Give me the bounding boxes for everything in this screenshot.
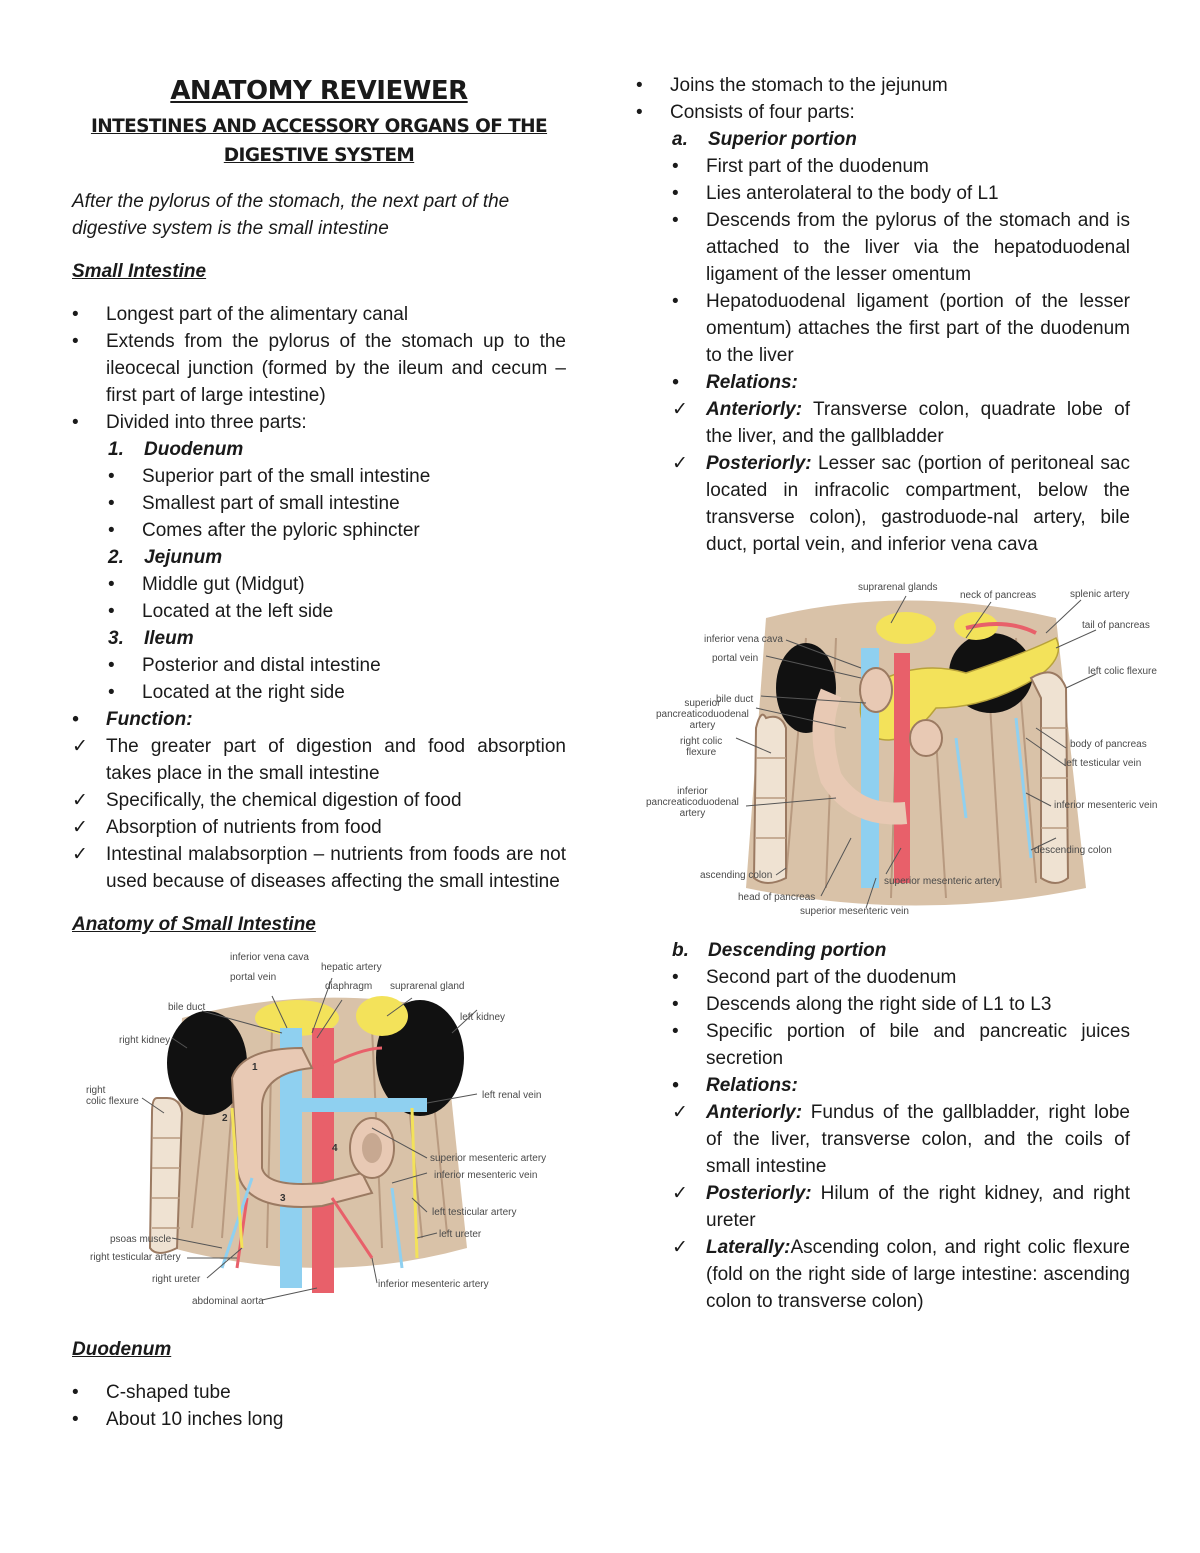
- jejunum-sublist: [72, 571, 566, 625]
- list-item: • Specific portion of bile and pancreatic juices secretion: [672, 1018, 1130, 1072]
- relation-posteriorly: [672, 1180, 1130, 1234]
- relation-anteriorly: [672, 1099, 1130, 1180]
- colon-segment: [150, 1098, 182, 1253]
- label-right-colic-flexure: right colic flexure: [680, 736, 723, 758]
- list-item: • Consists of four parts:: [636, 99, 1130, 126]
- duodenum-list-continued: [636, 72, 1130, 126]
- anatomy-figure-1: [72, 948, 566, 1318]
- label-hepatic-artery: hepatic artery: [321, 962, 382, 973]
- check-item: [72, 841, 566, 895]
- label-part-3: 3: [280, 1193, 286, 1204]
- list-item: • Divided into three parts:: [72, 409, 566, 436]
- label-ima: inferior mesenteric artery: [378, 1279, 489, 1290]
- superior-portion-list: [672, 153, 1130, 396]
- function-label: • Function:: [72, 706, 566, 733]
- label-ascending-colon: ascending colon: [700, 870, 773, 881]
- subtitle-line-2: DIGESTIVE SYSTEM: [223, 145, 415, 166]
- check-icon: ✓: [72, 736, 88, 757]
- list-item: • Hepatoduodenal ligament (portion of the lesser omentum) attaches the first part of the duodenum to the liver: [672, 288, 1130, 369]
- label-bile-duct: bile duct: [168, 1002, 206, 1013]
- label-bile-duct: bile duct: [716, 694, 754, 705]
- label-sma: superior mesenteric artery: [430, 1153, 547, 1164]
- relation-label: Anteriorly:: [706, 1102, 803, 1123]
- parts-list: [108, 436, 566, 463]
- label-left-kidney: left kidney: [460, 1012, 506, 1023]
- list-item: • About 10 inches long: [72, 1406, 566, 1433]
- label-portal-vein: portal vein: [230, 972, 277, 983]
- check-icon: ✓: [672, 453, 688, 474]
- parts-list-2: [108, 544, 566, 571]
- list-item: • Joins the stomach to the jejunum: [636, 72, 1130, 99]
- part-jejunum: [108, 544, 566, 571]
- check-icon: ✓: [672, 399, 688, 420]
- relation-label: Laterally:: [706, 1237, 791, 1258]
- small-intestine-list: [72, 301, 566, 436]
- left-column: [72, 72, 566, 1433]
- check-text: Specifically, the chemical digestion of food: [106, 790, 462, 811]
- list-item: • First part of the duodenum: [672, 153, 1130, 180]
- label-ivc: inferior vena cava: [230, 952, 309, 963]
- ascending-colon: [754, 715, 786, 883]
- check-icon: ✓: [72, 844, 88, 865]
- label-right-testicular-artery: right testicular artery: [90, 1252, 181, 1263]
- function-checklist: [72, 733, 566, 895]
- check-icon: ✓: [72, 817, 88, 838]
- label-body-pancreas: body of pancreas: [1070, 739, 1147, 750]
- list-item: • Extends from the pylorus of the stomach up to the ileocecal junction (formed by the ileum and cecum – first part of large intestine): [72, 328, 566, 409]
- label-part-1: 1: [252, 1062, 258, 1073]
- duodenum-heading: Duodenum: [72, 1339, 172, 1360]
- relation-text: Fundus of the gallbladder, right lobe of the liver, transverse colon, and the coils of small intestine: [706, 1102, 1130, 1177]
- renal-vein: [287, 1098, 427, 1112]
- list-item: • Superior part of the small intestine: [108, 463, 566, 490]
- label-diaphragm: diaphragm: [325, 981, 373, 992]
- part-ileum: [108, 625, 566, 652]
- suprarenal-left: [356, 996, 408, 1036]
- list-item: • Comes after the pyloric sphincter: [108, 517, 566, 544]
- part-name: Duodenum: [144, 439, 244, 460]
- relation-label: Posteriorly:: [706, 453, 812, 474]
- check-icon: ✓: [672, 1102, 688, 1123]
- descending-relations-list: [672, 1099, 1130, 1315]
- part-number: 2.: [108, 547, 124, 568]
- list-item: • C-shaped tube: [72, 1379, 566, 1406]
- duodenum-sublist: [72, 463, 566, 544]
- duodenum-list: [72, 1379, 566, 1433]
- check-text: Intestinal malabsorption – nutrients from foods are not used because of diseases affecting the small intestine: [106, 844, 566, 892]
- check-item: [72, 733, 566, 787]
- superior-portion-heading-list: [672, 126, 1130, 153]
- list-item: • Located at the left side: [108, 598, 566, 625]
- part-duodenum: [108, 436, 566, 463]
- label-left-testicular-vein: left testicular vein: [1064, 758, 1142, 769]
- list-item: • Smallest part of small intestine: [108, 490, 566, 517]
- right-column: [636, 72, 1158, 1315]
- check-icon: ✓: [672, 1237, 688, 1258]
- check-text: Absorption of nutrients from food: [106, 817, 382, 838]
- label-inf-pd-artery: inferior pancreaticoduodenal artery: [646, 786, 739, 819]
- relation-laterally: [672, 1234, 1130, 1315]
- check-icon: ✓: [672, 1183, 688, 1204]
- label-suprarenal-glands: suprarenal glands: [858, 582, 938, 593]
- check-text: The greater part of digestion and food absorption takes place in the small intestine: [106, 736, 566, 784]
- label-left-colic-flexure: left colic flexure: [1088, 666, 1157, 677]
- label-imv: inferior mesenteric vein: [434, 1170, 538, 1181]
- label-right-ureter: right ureter: [152, 1274, 201, 1285]
- relation-text: Hilum of the right kidney, and right ureter: [706, 1183, 1131, 1231]
- check-item: [72, 787, 566, 814]
- label-ivc: inferior vena cava: [704, 634, 783, 645]
- descending-portion-list: [672, 964, 1130, 1099]
- relation-label: Anteriorly:: [706, 399, 803, 420]
- list-item: • Middle gut (Midgut): [108, 571, 566, 598]
- label-sup-pd-artery: superior pancreaticoduodenal artery: [656, 698, 749, 731]
- label-left-ureter: left ureter: [439, 1229, 482, 1240]
- label-right-colic-flexure: right colic flexure: [86, 1085, 139, 1107]
- page-subtitle: [72, 112, 566, 170]
- part-name: Jejunum: [144, 547, 223, 568]
- portion-letter: a.: [672, 129, 688, 150]
- label-tail-pancreas: tail of pancreas: [1082, 620, 1150, 631]
- list-item: • Longest part of the alimentary canal: [72, 301, 566, 328]
- list-item: • Descends along the right side of L1 to L3: [672, 991, 1130, 1018]
- list-item: • Posterior and distal intestine: [108, 652, 566, 679]
- aorta: [894, 653, 910, 883]
- relations-label: • Relations:: [672, 369, 1130, 396]
- label-neck-pancreas: neck of pancreas: [960, 590, 1037, 601]
- page-title: ANATOMY REVIEWER: [170, 76, 468, 106]
- label-psoas-muscle: psoas muscle: [110, 1234, 172, 1245]
- portion-name: Descending portion: [708, 940, 887, 961]
- check-icon: ✓: [72, 790, 88, 811]
- relation-label: Posteriorly:: [706, 1183, 812, 1204]
- relations-label: • Relations:: [672, 1072, 1130, 1099]
- relation-posteriorly: [672, 450, 1130, 558]
- function-list: [72, 706, 566, 733]
- part-number: 1.: [108, 439, 124, 460]
- label-suprarenal-gland: suprarenal gland: [390, 981, 465, 992]
- intro-paragraph: After the pylorus of the stomach, the next part of the digestive system is the small intestine: [72, 191, 510, 239]
- label-left-renal-vein: left renal vein: [482, 1090, 542, 1101]
- anatomy-figure-2: [636, 578, 1166, 923]
- label-part-4: 4: [332, 1143, 338, 1154]
- parts-list-3: [108, 625, 566, 652]
- part-name: Ileum: [144, 628, 194, 649]
- relation-text: Lesser sac (portion of peritoneal sac located in infracolic compartment, below the transverse colon), gastroduode-nal artery, bile duct, portal vein, and inferior vena cava: [706, 453, 1130, 555]
- label-left-testicular-artery: left testicular artery: [432, 1207, 517, 1218]
- descending-portion-heading-list: [672, 937, 1130, 964]
- label-sma: superior mesenteric artery: [884, 876, 1001, 887]
- list-item: • Located at the right side: [108, 679, 566, 706]
- label-imv: inferior mesenteric vein: [1054, 800, 1158, 811]
- label-head-pancreas: head of pancreas: [738, 892, 816, 903]
- label-portal-vein: portal vein: [712, 653, 759, 664]
- label-smv: superior mesenteric vein: [800, 906, 909, 917]
- descending-portion-heading: [672, 937, 1130, 964]
- relation-text: Transverse colon, quadrate lobe of the liver, and the gallbladder: [706, 399, 1130, 447]
- label-right-kidney: right kidney: [119, 1035, 171, 1046]
- list-item: • Descends from the pylorus of the stomach and is attached to the liver via the hepatoduodenal ligament of the lesser omentum: [672, 207, 1130, 288]
- ileum-sublist: [72, 652, 566, 706]
- label-part-2: 2: [222, 1113, 228, 1124]
- check-item: [72, 814, 566, 841]
- anatomy-heading: Anatomy of Small Intestine: [72, 914, 316, 935]
- relation-text: Ascending colon, and right colic flexure (fold on the right side of large intestine: ascending colon to transverse colon): [706, 1237, 1130, 1312]
- portion-letter: b.: [672, 940, 689, 961]
- label-descending-colon: descending colon: [1034, 845, 1112, 856]
- subtitle-line-1: INTESTINES AND ACCESSORY ORGANS OF THE: [90, 116, 548, 137]
- list-item: • Lies anterolateral to the body of L1: [672, 180, 1130, 207]
- superior-portion-heading: [672, 126, 1130, 153]
- list-item: • Second part of the duodenum: [672, 964, 1130, 991]
- portion-name: Superior portion: [708, 129, 857, 150]
- relation-anteriorly: [672, 396, 1130, 450]
- suprarenal-right: [876, 612, 936, 644]
- label-abdominal-aorta: abdominal aorta: [192, 1296, 264, 1307]
- small-intestine-heading: Small Intestine: [72, 261, 207, 282]
- superior-relations-list: [672, 396, 1130, 558]
- part-number: 3.: [108, 628, 124, 649]
- label-splenic-artery: splenic artery: [1070, 589, 1130, 600]
